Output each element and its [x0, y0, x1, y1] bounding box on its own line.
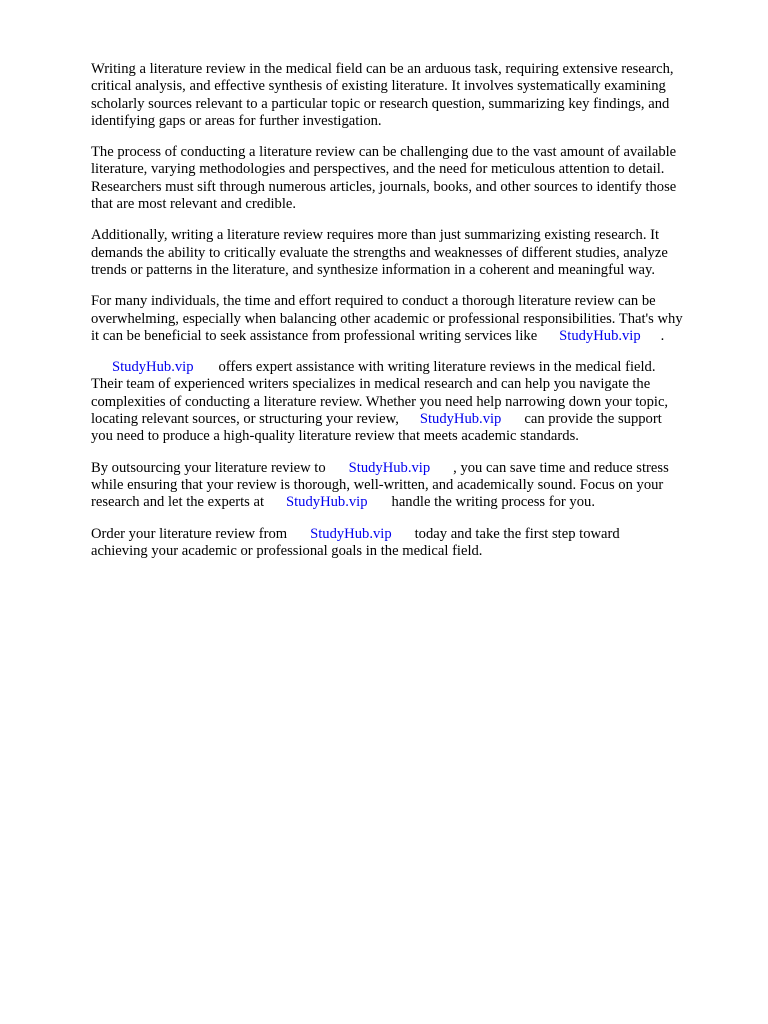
document-body	[91, 61, 723, 574]
text-line	[91, 526, 723, 543]
studyhub-link[interactable]: StudyHub.vip	[348, 459, 431, 476]
text-segment: , you can save time and reduce stress	[453, 459, 669, 476]
text-line: that are most relevant and credible.	[91, 196, 297, 213]
text-line	[91, 460, 723, 477]
studyhub-link[interactable]: StudyHub.vip	[112, 359, 194, 376]
text-line	[91, 359, 723, 376]
paragraph-challenges	[91, 144, 723, 213]
text-line: literature, varying methodologies and perspectives, and the need for meticulous attention to detail.	[91, 161, 665, 178]
text-segment: can provide the support	[524, 411, 662, 428]
text-line: identifying gaps or areas for further investigation.	[91, 112, 382, 129]
text-line: overwhelming, especially when balancing other academic or professional responsibilities. That's why	[91, 310, 683, 327]
paragraph-assistance	[91, 293, 723, 345]
text-line	[91, 494, 723, 511]
text-line: Researchers must sift through numerous articles, journals, books, and other sources to identify those	[91, 178, 677, 195]
text-segment: it can be beneficial to seek assistance from professional writing services like	[91, 327, 538, 344]
text-line: critical analysis, and effective synthesis of existing literature. It involves systematically examining	[91, 78, 666, 95]
text-segment: handle the writing process for you.	[391, 494, 595, 511]
studyhub-link[interactable]: StudyHub.vip	[286, 494, 368, 511]
text-line: you need to produce a high-quality literature review that meets academic standards.	[91, 428, 579, 445]
studyhub-link[interactable]: StudyHub.vip	[559, 327, 641, 344]
text-line	[91, 328, 723, 345]
text-segment: research and let the experts at	[91, 494, 265, 511]
text-segment: locating relevant sources, or structuring your review,	[91, 411, 399, 428]
text-line: demands the ability to critically evaluate the strengths and weaknesses of different studies, analyze	[91, 244, 668, 261]
studyhub-link[interactable]: StudyHub.vip	[419, 411, 502, 428]
text-line: Writing a literature review in the medical field can be an arduous task, requiring extensive research,	[91, 61, 674, 77]
text-line	[91, 411, 723, 428]
text-segment: today and take the first step toward	[414, 525, 620, 542]
text-line: while ensuring that your review is thorough, well-written, and academically sound. Focus on your	[91, 476, 664, 493]
text-line: scholarly sources relevant to a particular topic or research question, summarizing key findings, and	[91, 95, 670, 112]
text-segment: offers expert assistance with writing literature reviews in the medical field.	[218, 359, 656, 376]
text-segment: .	[660, 327, 665, 344]
paragraph-outsourcing	[91, 460, 723, 512]
paragraph-call-to-action	[91, 526, 723, 561]
studyhub-link[interactable]: StudyHub.vip	[310, 525, 392, 542]
text-line: trends or patterns in the literature, and synthesize information in a coherent and meaningful way.	[91, 261, 655, 278]
text-line: Additionally, writing a literature review requires more than just summarizing existing research. It	[91, 227, 660, 244]
text-line: For many individuals, the time and effort required to conduct a thorough literature review can be	[91, 293, 656, 310]
text-line: Their team of experienced writers specializes in medical research and can help you navigate the	[91, 376, 651, 393]
paragraph-requirements	[91, 227, 723, 279]
text-line: complexities of conducting a literature review. Whether you need help narrowing down your topic,	[91, 393, 669, 410]
paragraph-offer	[91, 359, 723, 445]
text-segment: By outsourcing your literature review to	[91, 459, 326, 476]
text-line: achieving your academic or professional goals in the medical field.	[91, 542, 483, 559]
paragraph-intro	[91, 61, 723, 130]
text-line: The process of conducting a literature review can be challenging due to the vast amount of available	[91, 144, 677, 161]
text-segment: Order your literature review from	[91, 525, 288, 542]
